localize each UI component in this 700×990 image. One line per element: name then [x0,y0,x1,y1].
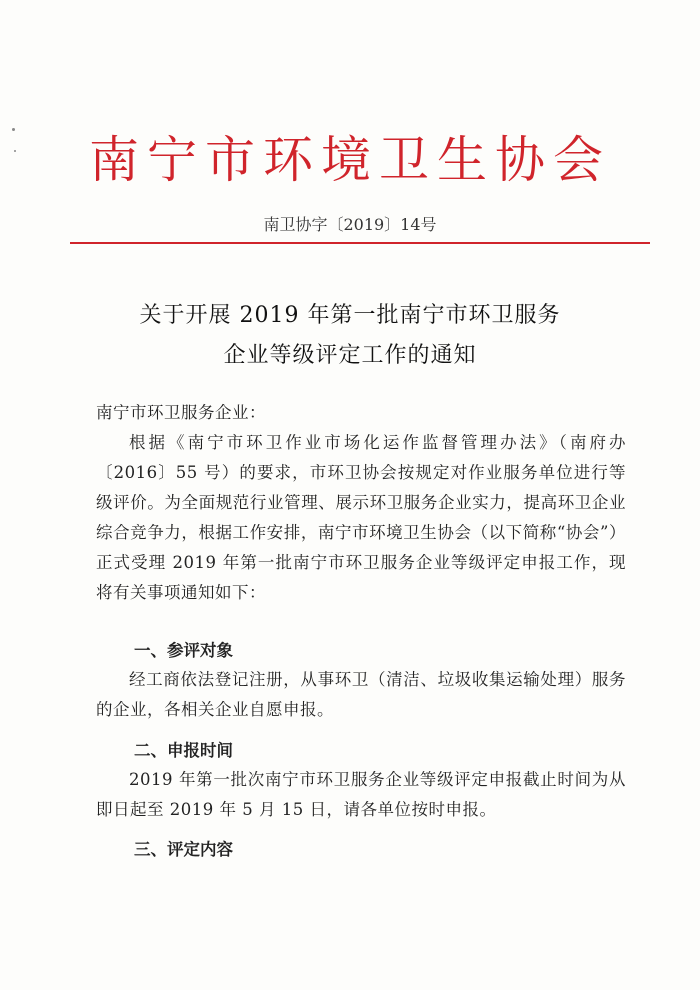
section-heading-2: 二、申报时间 [134,741,233,760]
letterhead-title: 南宁市环境卫生协会 [89,131,611,189]
section-heading-1: 一、参评对象 [134,641,233,660]
notice-title-line-1: 关于开展 2019 年第一批南宁市环卫服务 [139,303,561,328]
section-2-paragraph [96,765,626,825]
intro-text: 根据《南宁市环卫作业市场化运作监督管理办法》（南府办〔2016〕55 号）的要求，市环卫协会按规定对作业服务单位进行等级评价。为全面规范行业管理、展示环卫服务企业实力，提高环卫企业综合竞争力，根据工作安排，南宁市环境卫生协会（以下简称“协会”）正式受理 2019 年第一批南宁市环卫服务企业等级评定申报工作，现将有关事项通知如下： [96,433,626,602]
red-divider-line [70,242,650,244]
section-heading-3: 三、评定内容 [134,840,233,859]
notice-title-line-2: 企业等级评定工作的通知 [223,343,477,368]
intro-paragraph [96,428,626,608]
section-2-text: 2019 年第一批次南宁市环卫服务企业等级评定申报截止时间为从即日起至 2019 年 5 月 15 日，请各单位按时申报。 [96,770,626,819]
section-1-text: 经工商依法登记注册，从事环卫（清洁、垃圾收集运输处理）服务的企业，各相关企业自愿申报。 [96,670,626,719]
salutation: 南宁市环卫服务企业： [96,403,266,422]
document-number: 南卫协字〔2019〕14号 [263,215,437,234]
section-1-paragraph [96,665,626,725]
